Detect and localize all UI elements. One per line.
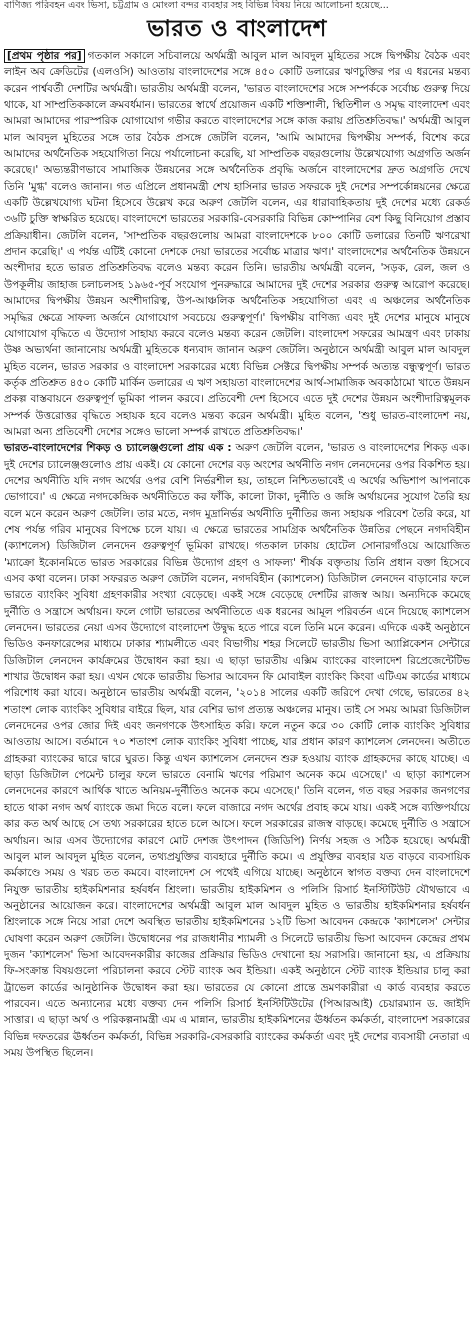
continued-from-front-page-tag: [প্রথম পৃষ্ঠার পর] bbox=[4, 49, 85, 63]
sub-lead-heading: ভারত-বাংলাদেশের শিকড় ও চ্যালেঞ্জগুলো প্রায় এক : bbox=[4, 442, 232, 455]
paragraph-text: গতকাল সকালে সচিবালয়ে অর্থমন্ত্রী আবুল মাল আবদুল মুহিতের সঙ্গে দ্বিপক্ষীয় বৈঠক এবং লাইন অব ক্রেডিটের (এলওসি) আওতায় বাংলাদেশের সঙ্গে ৪৫০ কোটি ডলারের ঋণচুক্তির পর এ ধরনের মন্তব্য করেন পার্শ্ববর্তী দেশটির অর্থমন্ত্রী। ভারতীয় অর্থমন্ত্রী বলেন, 'ভারত বাংলাদেশের সঙ্গে সম্পর্ককে সর্বোচ্চ গুরুত্ব দিয়ে থাকে, যা সাম্প্রতিককালে ক্রমবর্ধমান। ভারতের স্বার্থে প্রয়োজন একটি শক্তিশালী, স্থিতিশীল ও সমৃদ্ধ বাংলাদেশ এবং আমরা আমাদের পারস্পরিক যোগাযোগ গভীর করতে বাংলাদেশের সঙ্গে কাজ করায় প্রতিশ্রুতিবদ্ধ।' অর্থমন্ত্রী আবুল মাল আবদুল মুহিতের সঙ্গে তার বৈঠক প্রসঙ্গে জেটলি বলেন, 'আমি আমাদের দ্বিপক্ষীয় সম্পর্ক, বিশেষ করে আমাদের অর্থনৈতিক সহযোগিতা নিয়ে পর্যালোচনা করেছি, যা সাম্প্রতিক বছরগুলোয় উল্লেখযোগ্য অগ্রগতি অর্জন করেছে।' অভ্যন্তরীণভাবে সামাজিক উন্নয়নের সঙ্গে অর্থনৈতিক প্রবৃদ্ধি অর্জনে বাংলাদেশের দ্রুত অগ্রগতি দেখে তিনি 'মুগ্ধ' বলেও জানান। গত এপ্রিলে প্রধানমন্ত্রী শেখ হাসিনার ভারত সফরকে দুই দেশের সম্পর্কোন্নয়নের ক্ষেত্রে একটি উল্লেখযোগ্য ঘটনা হিসেবে উল্লেখ করে অরুণ জেটলি বলেন, এর ধারাবাহিকতায় দুই দেশের মধ্যে রেকর্ড ৩৬টি চুক্তি স্বাক্ষরিত হয়েছে। বাংলাদেশে ভারতের সরকারি-বেসরকারি বিভিন্ন কোম্পানির বেশ কিছু বিনিয়োগ প্রস্তাব প্রক্রিয়াধীন। জেটলি বলেন, 'সাম্প্রতিক বছরগুলোয় আমরা বাংলাদেশকে ৮০০ কোটি ডলারের তিনটি ঋণরেখা প্রদান করেছি।' এ পর্যন্ত এটিই কোনো দেশকে দেয়া ভারতের সর্বোচ্চ মাত্রার ঋণ।' বাংলাদেশের অর্থনৈতিক উন্নয়নে অংশীদার হতে ভারত প্রতিশ্রুতিবদ্ধ বলেও মন্তব্য করেন তিনি। ভারতীয় অর্থমন্ত্রী বলেন, 'সড়ক, রেল, জল ও উপকূলীয় জাহাজ চলাচলসহ ১৯৬৫-পূর্ব সংযোগ পুনরুদ্ধারে আমাদের দুই দেশের সরকার গুরুত্ব আরোপ করেছে। আমাদের দ্বিপক্ষীয় উন্নয়ন অংশীদারিত্ব, উপ-আঞ্চলিক অর্থনৈতিক সহযোগিতা এবং এ অঞ্চলের অর্থনৈতিক সমৃদ্ধির ক্ষেত্রে সাফল্য অর্জনে যোগাযোগ সবচেয়ে গুরুত্বপূর্ণ।' দ্বিপক্ষীয় বাণিজ্য এবং দুই দেশের মানুষে মানুষে যোগাযোগ বৃদ্ধিতে এ উদ্যোগ সাহায্য করবে বলেও মন্তব্য করেন জেটলি। বাংলাদেশ সফরের আমন্ত্রণ এবং ঢাকায় উষ্ণ অভ্যর্থনা জানানোয় অর্থমন্ত্রী মুহিতকে ধন্যবাদ জানান অরুণ জেটলি। অনুষ্ঠানে অর্থমন্ত্রী আবুল মাল আবদুল মুহিত বলেন, ভারত সরকার ও বাংলাদেশ সরকারের মধ্যে বিভিন্ন সেক্টরে দ্বিপক্ষীয় সম্পর্ক অত্যন্ত বন্ধুত্বপূর্ণ। ভারত কর্তৃক প্রতিশ্রুত ৪৫০ কোটি মার্কিন ডলারের এ ঋণ সহায়তা বাংলাদেশের আর্থ-সামাজিক অবকাঠামো খাতে উন্নয়ন প্রকল্প বাস্তবায়নে গুরুত্বপূর্ণ ভূমিকা পালন করবে। প্রতিবেশী দেশ হিসেবে এতে দুই দেশের উন্নয়ন অংশীদারিত্বমূলক সম্পর্ক উত্তরোত্তর বৃদ্ধিতে সহায়ক হবে বলেও মন্তব্য করেন অর্থমন্ত্রী। মুহিত বলেন, 'শুধু ভারত-বাংলাদেশ নয়, আমরা অন্য প্রতিবেশী দেশের সঙ্গেও ভালো সম্পর্ক রাখতে প্রতিশ্রুতিবদ্ধ।' bbox=[4, 50, 471, 438]
previous-article-tail: বাণিজ্য পরিবহন এবং ভিসা, চট্টগ্রাম ও মোংলা বন্দর ব্যবহার সহ বিভিন্ন বিষয় নিয়ে আলোচনা হয়েছে... bbox=[4, 0, 389, 11]
article-body bbox=[4, 48, 470, 1061]
article-headline: ভারত ও বাংলাদেশ bbox=[147, 15, 327, 42]
paragraph-text: অরুণ জেটলি বলেন, 'ভারত ও বাংলাদেশের শিকড় এক। দুই দেশের চ্যালেঞ্জগুলোও প্রায় একই। যে কোনো দেশের বড় অংশের অর্থনীতি নগদ লেনদেনের ওপর বিকশিত হয়। দেশের অর্থনীতি যদি নগদ অর্থের ওপর বেশি নির্ভরশীল হয়, তাহলে নিশ্চিতভাবেই এ অর্থের অভিশাপ আপনাকে ভোগাবে।' এ ক্ষেত্রে নগদকেন্দ্রিক অর্থনীতিতে কর ফাঁকি, কালো টাকা, দুর্নীতি ও জঙ্গি অর্থায়নের সুযোগ তৈরি হয় বলে মনে করেন অরুণ জেটলি। তার মতে, নগদ মুদ্রানির্ভর অর্থনীতি দুর্নীতির জন্য সহায়ক পরিবেশ তৈরি করে, যা শেষ পর্যন্ত গরিব মানুষের বিপক্ষে চলে যায়। এ ক্ষেত্রে ভারতের সামগ্রিক অর্থনৈতিক উন্নতির পেছনে নগদবিহীন (ক্যাশলেস) ডিজিটাল লেনদেন গুরুত্বপূর্ণ ভূমিকা রাখছে। গতকাল ঢাকায় হোটেল সোনারগাঁওয়ে আয়োজিত 'ম্যাক্রো ইকোনমিতে ভারত সরকারের বিভিন্ন উদ্যোগ গ্রহণ ও সাফল্য' শীর্ষক বক্তৃতায় তিনি প্রধান বক্তা হিসেবে এসব কথা বলেন। ঢাকা সফররত অরুণ জেটলি বলেন, নগদবিহীন (ক্যাশলেস) ডিজিটাল লেনদেন বাড়ানোর ফলে ভারতে ব্যাংকিং সুবিধা গ্রহণকারীর সংখ্যা বেড়েছে। একই সঙ্গে বেড়েছে দেশটির রাজস্ব আয়। অন্যদিকে কমেছে দুর্নীতি ও সন্ত্রাসে অর্থায়ন। ফলে গোটা ভারতের অর্থনীতিতে এক ধরনের আমূল পরিবর্তন এনে দিয়েছে ক্যাশলেস লেনদেন। ভারতের নেয়া এসব উদ্যোগে বাংলাদেশ উদ্বুদ্ধ হতে পারে বলে তিনি মনে করেন। এদিকে একই অনুষ্ঠানে ভিডিও কনফারেন্সের মাধ্যমে ঢাকার শ্যামলীতে এবং বিভাগীয় শহর সিলেটে ভারতীয় ভিসা অ্যাপ্লিকেশন সেন্টারে ডিজিটাল লেনদেন কার্যক্রমের উদ্বোধন করা হয়। এ ছাড়া ভারতীয় এক্সিম ব্যাংকের বাংলাদেশ রিপ্রেজেন্টেটিভ শাখার উদ্বোধন করা হয়। এখন থেকে ভারতীয় ভিসার আবেদন ফি মোবাইল ব্যাংকিং কিংবা এটিএম কার্ডের মাধ্যমে পরিশোধ করা যাবে। অনুষ্ঠানে ভারতীয় অর্থমন্ত্রী বলেন, '২০১৪ সালের একটি জরিপে দেখা গেছে, ভারতের ৪২ শতাংশ লোক ব্যাংকিং সুবিধার বাইরে ছিল, যার বেশির ভাগ প্রত্যন্ত অঞ্চলের মানুষ। তাই সে সময় আমরা ডিজিটাল লেনদেনের ওপর জোর দিই এবং জনগণকে উৎসাহিত করি। ফলে নতুন করে ৩০ কোটি লোক ব্যাংকিং সুবিধার আওতায় আসে। বর্তমানে ৭০ শতাংশ লোক ব্যাংকিং সুবিধা পাচ্ছে, যার প্রধান কারণ ক্যাশলেস লেনদেন। অতীতে গ্রাহকরা ব্যাংকের দ্বারে দ্বারে ঘুরত। কিন্তু এখন ক্যাশলেস লেনদেন শুরু হওয়ায় ব্যাংক গ্রাহকদের কাছে যাচ্ছে। এ ছাড়া ডিজিটাল পেমেন্ট চালুর ফলে ভারতে বেনামি ঋণের পরিমাণ অনেক কমে এসেছে।' এ ছাড়া ক্যাশলেস লেনদেনের কারণে আর্থিক খাতে অনিয়ম-দুর্নীতিও অনেক কমে এসেছে।' তিনি বলেন, গত বছর সরকার জনগণের হাতে থাকা নগদ অর্থ ব্যাংকে জমা দিতে বলে। ফলে বাজারে নগদ অর্থের প্রবাহ কমে যায়। একই সঙ্গে ব্যক্তিপর্যায়ে কার কত অর্থ আছে সে তথ্য সরকারের হাতে চলে আসে। ফলে সরকারের রাজস্ব বাড়ছে। কমেছে দুর্নীতি ও সন্ত্রাসে অর্থায়ন। আর এসব উদ্যোগের কারণে মোট দেশজ উৎপাদন (জিডিপি) নির্ণয় সহজ ও সঠিক হয়েছে। অর্থমন্ত্রী আবুল মাল আবদুল মুহিত বলেন, তথ্যপ্রযুক্তির ব্যবহারে দুর্নীতি কমে। এ প্রযুক্তির ব্যবহার যত বাড়বে ব্যবসায়িক কর্মকাণ্ডে সময় ও খরচ তত কমবে। বাংলাদেশ সে পথেই এগিয়ে যাচ্ছে। অনুষ্ঠানে স্বাগত বক্তব্য দেন বাংলাদেশে নিযুক্ত ভারতীয় হাইকমিশনার হর্ষবর্ধন শ্রিংলা। ভারতীয় হাইকমিশন ও পলিসি রিসার্চ ইনস্টিটিউট যৌথভাবে এ অনুষ্ঠানের আয়োজন করে। বাংলাদেশের অর্থমন্ত্রী আবুল মাল আবদুল মুহিত ও ভারতীয় হাইকমিশনার হর্ষবর্ধন শ্রিংলাকে সঙ্গে নিয়ে সারা দেশে অবস্থিত ভারতীয় হাইকমিশনের ১২টি ভিসা আবেদন কেন্দ্রকে 'ক্যাশলেস' সেন্টার ঘোষণা করেন অরুণ জেটলি। উদ্বোধনের পর রাজধানীর শ্যামলী ও সিলেটে ভারতীয় ভিসা আবেদন কেন্দ্রের প্রথম দুজন 'ক্যাশলেস' ভিসা আবেদনকারীর কাজের প্রক্রিয়ার ভিডিও দেখানো হয় সরাসরি। জানানো হয়, এ প্রক্রিয়ায় ফি-সংক্রান্ত বিষয়গুলো পরিচালনা করবে স্টেট ব্যাংক অব ইন্ডিয়া। একই অনুষ্ঠানে স্টেট ব্যাংক ইন্ডিয়ার চালু করা ট্রাভেল কার্ডের আনুষ্ঠানিক উদ্বোধন করা হয়। ভারতের যে কোনো প্রান্তে ভ্রমণকারীরা এ কার্ড ব্যবহার করতে পারবেন। এতে অন্যান্যের মধ্যে বক্তব্য দেন পলিসি রিসার্চ ইনস্টিটিউটের (পিআরআই) চেয়ারম্যান ড. জাইদি সাত্তার। এ ছাড়া অর্থ ও পরিকল্পনামন্ত্রী এম এ মান্নান, ভারতীয় হাইকমিশনের ঊর্ধ্বতন কর্মকর্তা, বাংলাদেশ সরকারের বিভিন্ন দফতরের ঊর্ধ্বতন কর্মকর্তা, বিভিন্ন সরকারি-বেসরকারি ব্যাংকের কর্মকর্তা এবং দুই দেশের ব্যবসায়ী নেতারা এ সময় উপস্থিত ছিলেন। bbox=[4, 442, 471, 1059]
article-paragraph bbox=[4, 440, 470, 1061]
article-paragraph bbox=[4, 48, 470, 440]
